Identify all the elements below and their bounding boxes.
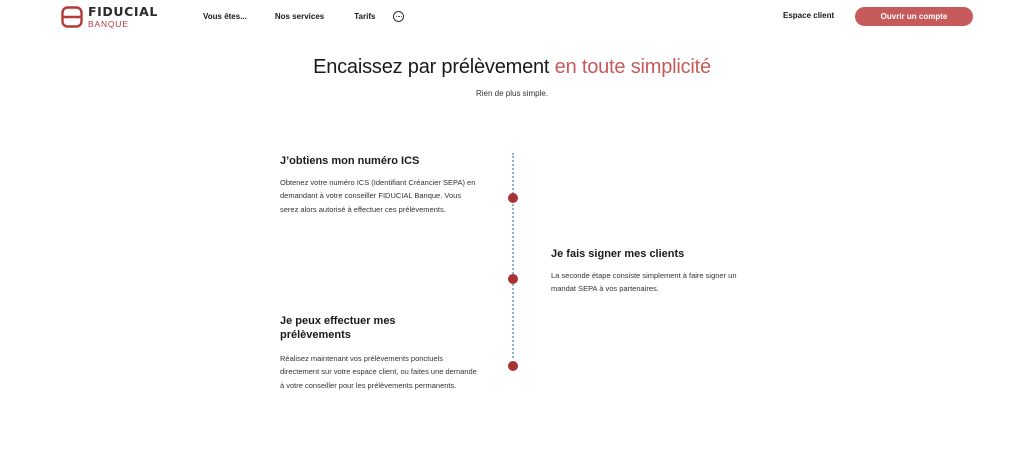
step-signature [551,247,751,296]
page-title [0,56,1024,79]
step-text: La seconde étape consiste simplement à faire signer un mandat SEPA à vos partenaires. [551,271,737,294]
step-title: Je peux effectuer mes prélèvements [280,315,396,341]
step-ics [280,154,480,216]
step-text: Obtenez votre numéro ICS (Identifiant Créancier SEPA) en demandant à votre conseiller FIDUCIAL Banque. Vous serez alors autorisé à effectuer ces prélèvements. [280,178,476,214]
espace-client-link[interactable]: Espace client [783,11,835,20]
more-horizontal-circle-icon[interactable] [393,11,404,22]
site-header [0,0,1024,34]
step-title: Je fais signer mes clients [551,248,685,260]
timeline-dot [508,361,518,371]
step-text: Réalisez maintenant vos prélèvements ponctuels directement sur votre espace client, ou faites une demande à votre conseiller pour les prélèvements permanents. [280,354,477,390]
step-prelevements [280,314,480,392]
timeline-dot [508,193,518,203]
page-subtitle: Rien de plus simple. [475,89,549,98]
step-title: J’obtiens mon numéro ICS [280,155,420,167]
fiducial-logo[interactable] [61,6,158,28]
title-main: Encaissez par prélèvement [313,56,555,78]
logo-name: FIDUCIAL [88,4,158,19]
nav-item-nos-services[interactable]: Nos services [274,12,325,21]
nav-item-tarifs[interactable]: Tarifs [354,12,376,21]
title-accent: en toute simplicité [554,56,711,78]
nav-item-vous-etes[interactable]: Vous êtes... [203,12,247,21]
logo-sub: BANQUE [88,18,129,29]
ouvrir-compte-button[interactable]: Ouvrir un compte [855,7,973,26]
main-nav [203,11,404,22]
timeline-dot [508,274,518,284]
timeline-line [512,153,514,358]
fiducial-logo-icon [61,6,83,28]
